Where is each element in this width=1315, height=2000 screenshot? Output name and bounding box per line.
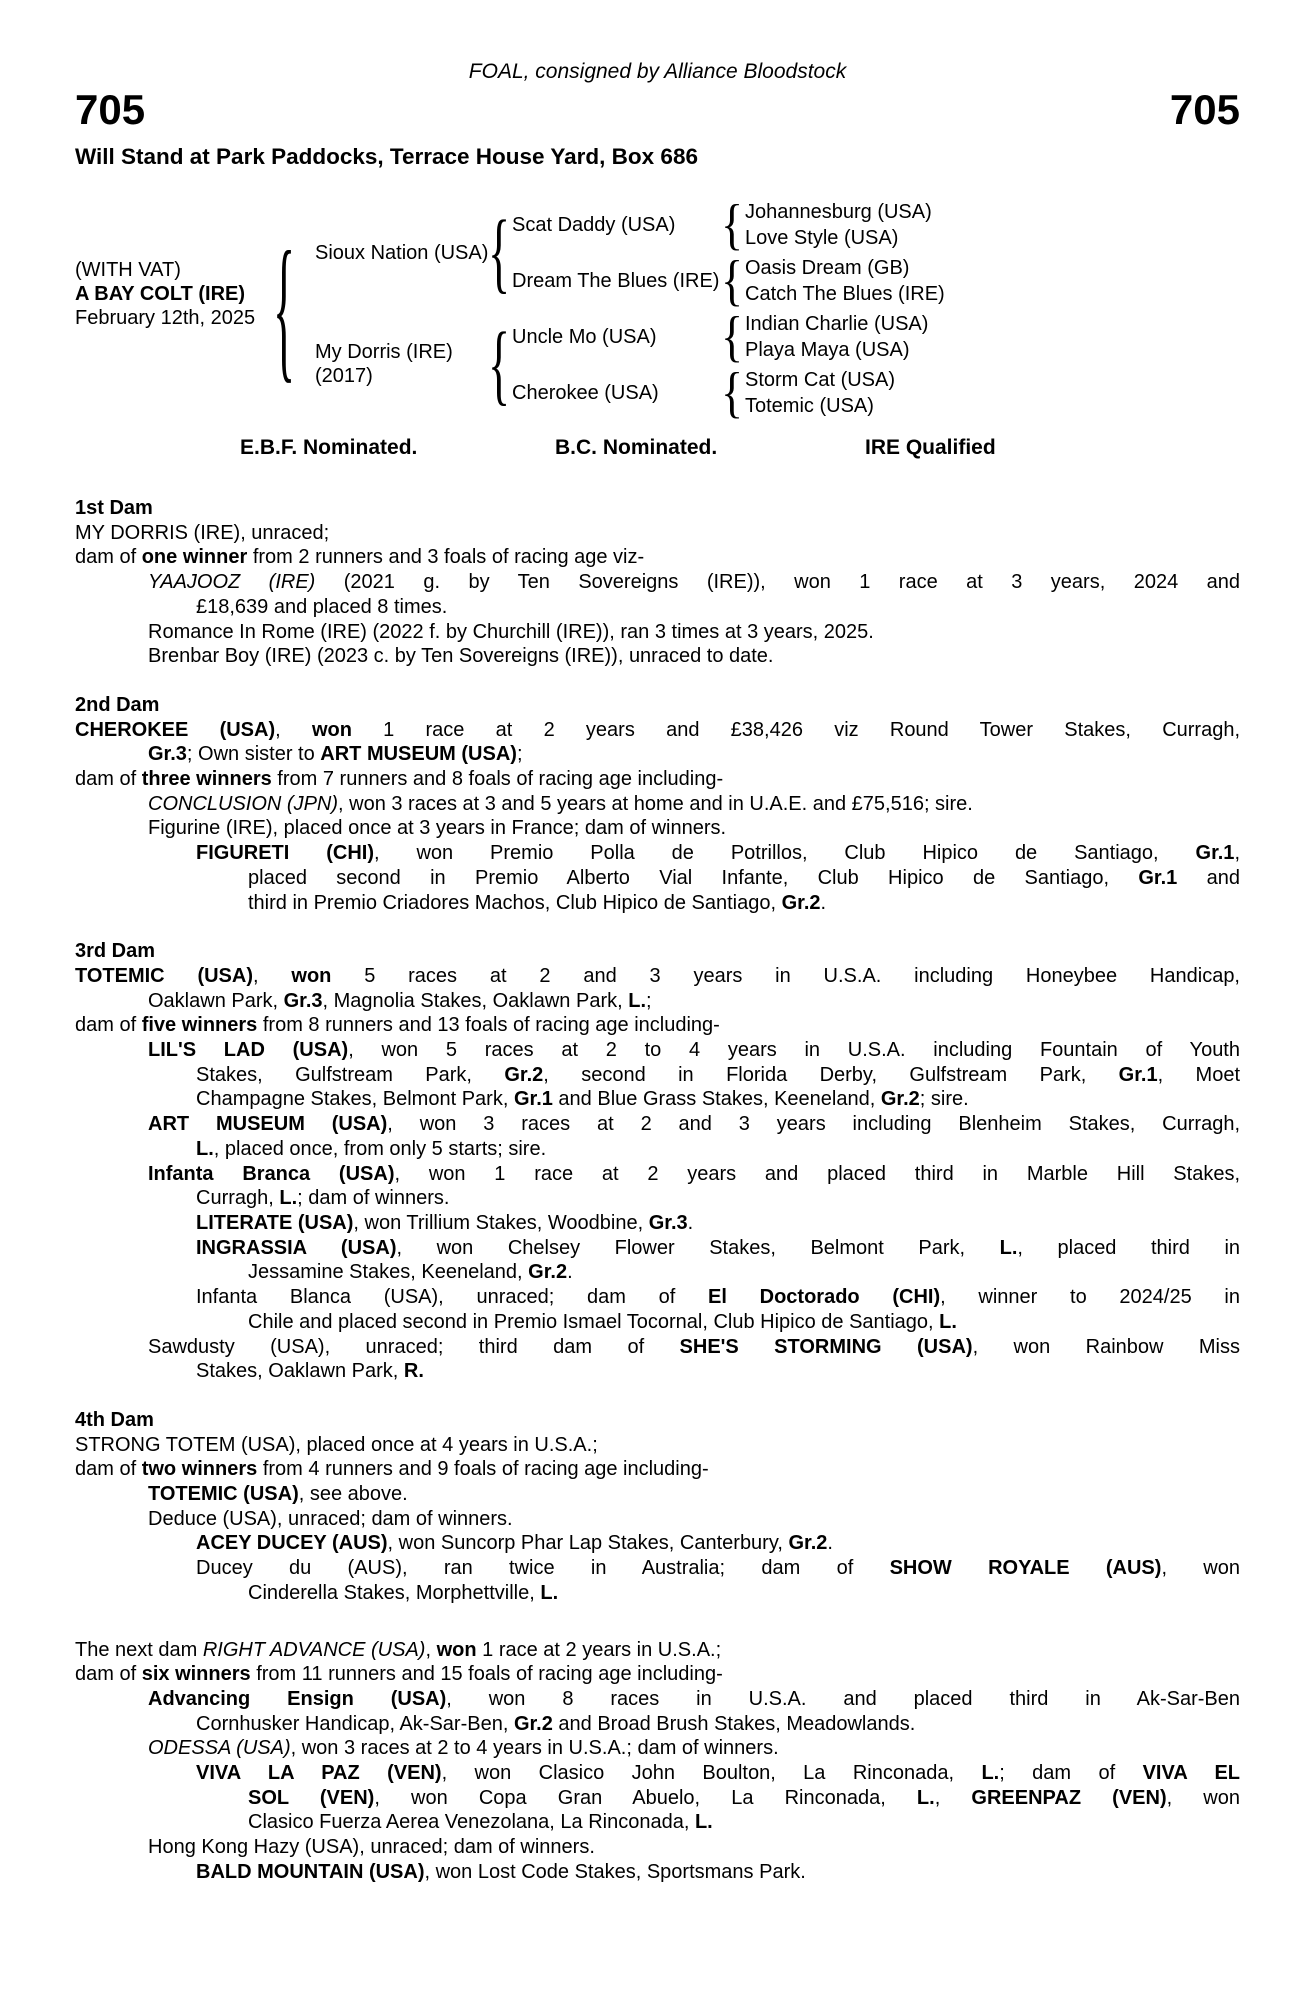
text-segment: ; dam of winners.: [297, 1187, 450, 1210]
catalogue-text-line: [75, 1013, 1240, 1038]
catalogue-text-line: [75, 1162, 1240, 1187]
text-segment: dam of: [75, 546, 142, 569]
great-grandparent-name: Love Style (USA): [745, 227, 899, 249]
catalogue-text-line: [75, 1285, 1240, 1310]
text-segment: , won Copa Gran Abuelo, La Rinconada,: [374, 1786, 917, 1809]
text-segment: 1 race at 2 years and £38,426 viz Round Tower Stakes, Curragh,: [351, 718, 1241, 741]
catalogue-text-line: [75, 620, 1240, 645]
text-segment: The next dam: [75, 1638, 203, 1661]
text-segment: dam of: [75, 1663, 142, 1686]
text-segment: Gr.2: [504, 1063, 544, 1086]
text-segment: BALD MOUNTAIN (USA): [196, 1860, 425, 1883]
text-segment: , placed once, from only 5 starts; sire.: [213, 1137, 547, 1160]
text-segment: £18,639 and placed 8 times.: [196, 595, 448, 618]
catalogue-text-line: [75, 1712, 1240, 1737]
text-segment: ,: [425, 1638, 437, 1661]
catalogue-text-line: [75, 1482, 1240, 1507]
text-segment: , won 5 races at 2 to 4 years in U.S.A. including Fountain of Youth: [348, 1039, 1240, 1062]
text-segment: , won: [1161, 1557, 1240, 1580]
text-segment: Figurine (IRE), placed once at 3 years in France; dam of winners.: [148, 817, 727, 840]
catalogue-text-line: [75, 595, 1240, 620]
text-segment: El Doctorado (CHI): [708, 1286, 941, 1309]
brace-icon: {: [273, 218, 296, 397]
text-segment: STRONG TOTEM (USA), placed once at 4 years in U.S.A.;: [75, 1433, 598, 1456]
text-segment: Chile and placed second in Premio Ismael Tocornal, Club Hipico de Santiago,: [248, 1310, 940, 1333]
text-segment: , won Clasico John Boulton, La Rinconada,: [441, 1762, 982, 1785]
text-segment: from 4 runners and 9 foals of racing age including-: [257, 1458, 709, 1481]
text-segment: L.: [196, 1137, 214, 1160]
text-segment: Gr.1: [513, 1088, 553, 1111]
lot-number-right: 705: [1169, 86, 1240, 133]
catalogue-text-line: [75, 1761, 1240, 1786]
text-segment: Ducey du (AUS), ran twice in Australia; dam of: [196, 1557, 890, 1580]
section-heading: 4th Dam: [75, 1408, 154, 1431]
text-segment: YAAJOOZ (IRE): [148, 571, 316, 594]
pedigree-tree: [75, 193, 1240, 424]
text-segment: (2021 g. by Ten Sovereigns (IRE)), won 1 race at 3 years, 2024 and: [315, 571, 1240, 594]
catalogue-text-line: [75, 767, 1240, 792]
text-segment: , Magnolia Stakes, Oaklawn Park,: [322, 989, 629, 1012]
text-segment: dam of: [75, 768, 142, 791]
catalogue-text-line: [75, 1736, 1240, 1761]
section-heading: 1st Dam: [75, 497, 153, 519]
sire-name: Sioux Nation (USA): [315, 242, 489, 264]
text-segment: L.: [916, 1786, 935, 1809]
text-segment: L.: [279, 1187, 298, 1210]
text-segment: Cinderella Stakes, Morphettville,: [248, 1581, 541, 1604]
grandsire-name: Uncle Mo (USA): [512, 326, 657, 348]
text-segment: ;: [646, 989, 652, 1012]
catalogue-text-line: [75, 644, 1240, 669]
lot-number-left: 705: [75, 86, 146, 133]
catalogue-text-line: [75, 1531, 1240, 1556]
granddam-name: Dream The Blues (IRE): [512, 270, 720, 292]
stand-location-line: Will Stand at Park Paddocks, Terrace House Yard, Box 686: [75, 144, 698, 169]
text-segment: ART MUSEUM (USA): [320, 743, 517, 766]
text-segment: Jessamine Stakes, Keeneland,: [248, 1261, 529, 1284]
brace-icon: {: [488, 202, 511, 302]
text-segment: Gr.3: [283, 989, 323, 1012]
text-segment: SHOW ROYALE (AUS): [889, 1557, 1162, 1580]
text-segment: Brenbar Boy (IRE) (2023 c. by Ten Sovereigns (IRE)), unraced to date.: [148, 645, 774, 668]
catalogue-text-line: [75, 1211, 1240, 1236]
text-segment: Stakes, Oaklawn Park,: [196, 1360, 404, 1383]
catalogue-text-line: [75, 1063, 1240, 1088]
consignment-line: FOAL, consigned by Alliance Bloodstock: [468, 60, 847, 83]
text-segment: one winner: [141, 546, 248, 569]
catalogue-text-line: [75, 1310, 1240, 1335]
text-segment: , won 3 races at 2 and 3 years including Blenheim Stakes, Curragh,: [387, 1113, 1240, 1136]
text-segment: Infanta Branca (USA): [148, 1162, 395, 1185]
text-segment: TOTEMIC (USA): [75, 964, 253, 987]
bc-nominated-label: B.C. Nominated.: [555, 436, 718, 459]
text-segment: SOL (VEN): [248, 1786, 375, 1809]
text-segment: .: [820, 891, 827, 914]
catalogue-text-line: [75, 718, 1240, 743]
text-segment: 5 races at 2 and 3 years in U.S.A. including Honeybee Handicap,: [331, 964, 1240, 987]
brace-icon: {: [721, 193, 744, 256]
catalogue-text-line: [75, 964, 1240, 989]
text-segment: ; Own sister to: [186, 743, 321, 766]
text-segment: five winners: [141, 1014, 258, 1037]
dam-section: [75, 1638, 1240, 1885]
text-segment: from 2 runners and 3 foals of racing age viz-: [247, 546, 645, 569]
text-segment: , won: [1166, 1786, 1240, 1809]
text-segment: ; sire.: [919, 1088, 969, 1111]
text-segment: L.: [694, 1811, 713, 1834]
text-segment: Advancing Ensign (USA): [148, 1687, 447, 1710]
text-segment: , second in Florida Derby, Gulfstream Park,: [543, 1063, 1119, 1086]
text-segment: CHEROKEE (USA): [75, 718, 276, 741]
text-segment: , won 3 races at 2 to 4 years in U.S.A.; dam of winners.: [290, 1737, 779, 1760]
catalogue-text-line: [75, 742, 1240, 767]
text-segment: SHE'S STORMING (USA): [679, 1335, 973, 1358]
text-segment: GREENPAZ (VEN): [971, 1786, 1167, 1809]
text-segment: , winner to 2024/25 in: [940, 1286, 1240, 1309]
catalogue-text-line: [75, 1687, 1240, 1712]
text-segment: Gr.2: [528, 1261, 568, 1284]
text-segment: Clasico Fuerza Aerea Venezolana, La Rinconada,: [248, 1811, 695, 1834]
dam-section: [75, 693, 1240, 915]
text-segment: dam of: [75, 1458, 142, 1481]
dam-section: [75, 939, 1240, 1384]
catalogue-text-line: [75, 1457, 1240, 1482]
text-segment: Gr.1: [1138, 866, 1178, 889]
text-segment: TOTEMIC (USA): [148, 1483, 299, 1506]
dam-name: My Dorris (IRE): [315, 341, 453, 363]
text-segment: L.: [981, 1762, 1000, 1785]
text-segment: , won 8 races in U.S.A. and placed third in Ak-Sar-Ben: [446, 1687, 1240, 1710]
brace-icon: {: [488, 314, 511, 414]
text-segment: two winners: [141, 1458, 258, 1481]
catalogue-text-line: [75, 1359, 1240, 1384]
catalogue-text-line: [75, 816, 1240, 841]
catalogue-text-line: [75, 1835, 1240, 1860]
catalogue-text-line: [75, 1433, 1240, 1458]
catalogue-text-line: [75, 866, 1240, 891]
text-segment: LIL'S LAD (USA): [148, 1039, 349, 1062]
text-segment: Stakes, Gulfstream Park,: [196, 1063, 505, 1086]
text-segment: RIGHT ADVANCE (USA): [202, 1638, 426, 1661]
catalogue-text-line: [75, 1186, 1240, 1211]
ire-qualified-label: IRE Qualified: [865, 436, 996, 459]
text-segment: Gr.2: [513, 1712, 553, 1735]
text-segment: L.: [999, 1236, 1018, 1259]
granddam-name: Cherokee (USA): [512, 382, 659, 404]
great-grandparent-name: Totemic (USA): [745, 395, 874, 417]
text-segment: .: [827, 1532, 833, 1555]
brace-icon: {: [721, 361, 744, 424]
text-segment: , won Rainbow Miss: [972, 1335, 1240, 1358]
foal-date: February 12th, 2025: [75, 307, 256, 329]
text-segment: three winners: [141, 768, 272, 791]
text-segment: , see above.: [298, 1483, 408, 1506]
text-segment: ; dam of: [999, 1762, 1143, 1785]
catalogue-text-line: [75, 545, 1240, 570]
text-segment: , won Premio Polla de Potrillos, Club Hipico de Santiago,: [374, 842, 1196, 865]
text-segment: Gr.3: [648, 1211, 688, 1234]
text-segment: VIVA LA PAZ (VEN): [196, 1762, 442, 1785]
text-segment: from 8 runners and 13 foals of racing age including-: [257, 1014, 720, 1037]
text-segment: Champagne Stakes, Belmont Park,: [196, 1088, 514, 1111]
section-heading: 3rd Dam: [75, 940, 156, 963]
brace-icon: {: [721, 305, 744, 368]
text-segment: Gr.2: [788, 1532, 828, 1555]
text-segment: six winners: [141, 1663, 251, 1686]
catalogue-text-line: [75, 1638, 1240, 1663]
catalogue-text-line: [75, 1087, 1240, 1112]
text-segment: ;: [516, 743, 523, 766]
text-segment: L.: [939, 1310, 957, 1333]
vat-note: (WITH VAT): [75, 259, 181, 281]
text-segment: , won Lost Code Stakes, Sportsmans Park.: [424, 1860, 806, 1883]
text-segment: .: [567, 1261, 573, 1284]
text-segment: from 11 runners and 15 foals of racing age including-: [250, 1663, 723, 1686]
catalogue-sections: [75, 496, 1240, 1885]
catalogue-text-line: [75, 1581, 1240, 1606]
text-segment: L.: [628, 989, 647, 1012]
catalogue-text-line: [75, 1507, 1240, 1532]
text-segment: won: [291, 964, 332, 987]
text-segment: third in Premio Criadores Machos, Club Hipico de Santiago,: [248, 891, 782, 914]
text-segment: ACEY DUCEY (AUS): [196, 1532, 388, 1555]
text-segment: Gr.1: [1118, 1063, 1158, 1086]
great-grandparent-name: Johannesburg (USA): [745, 201, 932, 223]
catalogue-text-line: [75, 1556, 1240, 1581]
text-segment: Deduce (USA), unraced; dam of winners.: [148, 1507, 513, 1530]
text-segment: won: [311, 718, 352, 741]
text-segment: ART MUSEUM (USA): [148, 1113, 388, 1136]
catalogue-text-line: [75, 521, 1240, 546]
grandsire-name: Scat Daddy (USA): [512, 214, 676, 236]
text-segment: Romance In Rome (IRE) (2022 f. by Churchill (IRE)), ran 3 times at 3 years, 2025.: [148, 620, 874, 643]
text-segment: and: [1177, 866, 1240, 889]
text-segment: Gr.3: [148, 743, 187, 766]
text-segment: Cornhusker Handicap, Ak-Sar-Ben,: [196, 1712, 514, 1735]
text-segment: , placed third in: [1017, 1236, 1241, 1259]
section-heading: 2nd Dam: [75, 693, 160, 716]
catalogue-text-line: [75, 1260, 1240, 1285]
great-grandparent-name: Playa Maya (USA): [745, 339, 910, 361]
ebf-nominated-label: E.B.F. Nominated.: [240, 436, 418, 459]
text-segment: , won 3 races at 3 and 5 years at home and in U.A.E. and £75,516; sire.: [338, 792, 973, 815]
catalogue-text-line: [75, 570, 1240, 595]
text-segment: ,: [1234, 842, 1240, 865]
text-segment: , won Trillium Stakes, Woodbine,: [353, 1211, 649, 1234]
text-segment: R.: [403, 1360, 424, 1383]
text-segment: FIGURETI (CHI): [196, 842, 374, 865]
text-segment: , won Suncorp Phar Lap Stakes, Canterbury,: [387, 1532, 789, 1555]
text-segment: Gr.1: [1195, 842, 1235, 865]
catalogue-text-line: [75, 1137, 1240, 1162]
catalogue-text-line: [75, 841, 1240, 866]
text-segment: Hong Kong Hazy (USA), unraced; dam of winners.: [148, 1836, 595, 1859]
text-segment: VIVA EL: [1142, 1762, 1241, 1785]
great-grandparent-name: Indian Charlie (USA): [745, 313, 929, 335]
text-segment: ,: [275, 718, 312, 741]
text-segment: Curragh,: [196, 1187, 280, 1210]
text-segment: Sawdusty (USA), unraced; third dam of: [148, 1335, 680, 1358]
text-segment: MY DORRIS (IRE), unraced;: [75, 521, 330, 544]
catalogue-text-line: [75, 1038, 1240, 1063]
catalogue-text-line: [75, 989, 1240, 1014]
text-segment: , won 1 race at 2 years and placed third in Marble Hill Stakes,: [394, 1162, 1240, 1185]
text-segment: from 7 runners and 8 foals of racing age including-: [271, 768, 724, 791]
text-segment: CONCLUSION (JPN): [148, 792, 339, 815]
great-grandparent-name: Catch The Blues (IRE): [745, 283, 945, 305]
text-segment: .: [687, 1211, 694, 1234]
text-segment: ,: [253, 964, 292, 987]
dam-section: [75, 1408, 1240, 1606]
text-segment: 1 race at 2 years in U.S.A.;: [476, 1638, 722, 1661]
text-segment: INGRASSIA (USA): [196, 1236, 397, 1259]
lot-number-row: [75, 86, 1240, 133]
text-segment: Infanta Blanca (USA), unraced; dam of: [196, 1286, 709, 1309]
catalogue-text-line: [75, 792, 1240, 817]
brace-icon: {: [721, 249, 744, 312]
text-segment: Oaklawn Park,: [148, 989, 284, 1012]
text-segment: Gr.2: [781, 891, 821, 914]
catalogue-text-line: [75, 1662, 1240, 1687]
dam-year: (2017): [315, 365, 373, 387]
text-segment: L.: [540, 1581, 559, 1604]
catalogue-text-line: [75, 1335, 1240, 1360]
text-segment: Gr.2: [880, 1088, 920, 1111]
catalogue-text-line: [75, 1860, 1240, 1885]
text-segment: LITERATE (USA): [196, 1211, 354, 1234]
catalogue-text-line: [75, 891, 1240, 916]
text-segment: dam of: [75, 1014, 142, 1037]
catalogue-text-line: [75, 1810, 1240, 1835]
text-segment: , Moet: [1157, 1063, 1241, 1086]
catalogue-text-line: [75, 1236, 1240, 1261]
great-grandparent-name: Storm Cat (USA): [745, 369, 896, 391]
text-segment: and Blue Grass Stakes, Keeneland,: [552, 1088, 881, 1111]
catalogue-text-line: [75, 1112, 1240, 1137]
text-segment: placed second in Premio Alberto Vial Infante, Club Hipico de Santiago,: [248, 866, 1139, 889]
text-segment: won: [436, 1638, 477, 1661]
text-segment: ,: [934, 1786, 972, 1809]
text-segment: , won Chelsey Flower Stakes, Belmont Park,: [396, 1236, 1000, 1259]
catalogue-text-line: [75, 1786, 1240, 1811]
nominations-row: [75, 436, 1240, 462]
dam-section: [75, 496, 1240, 669]
text-segment: and Broad Brush Stakes, Meadowlands.: [552, 1712, 916, 1735]
horse-name: A BAY COLT (IRE): [75, 283, 246, 305]
great-grandparent-name: Oasis Dream (GB): [745, 257, 910, 279]
text-segment: ODESSA (USA): [148, 1737, 291, 1760]
